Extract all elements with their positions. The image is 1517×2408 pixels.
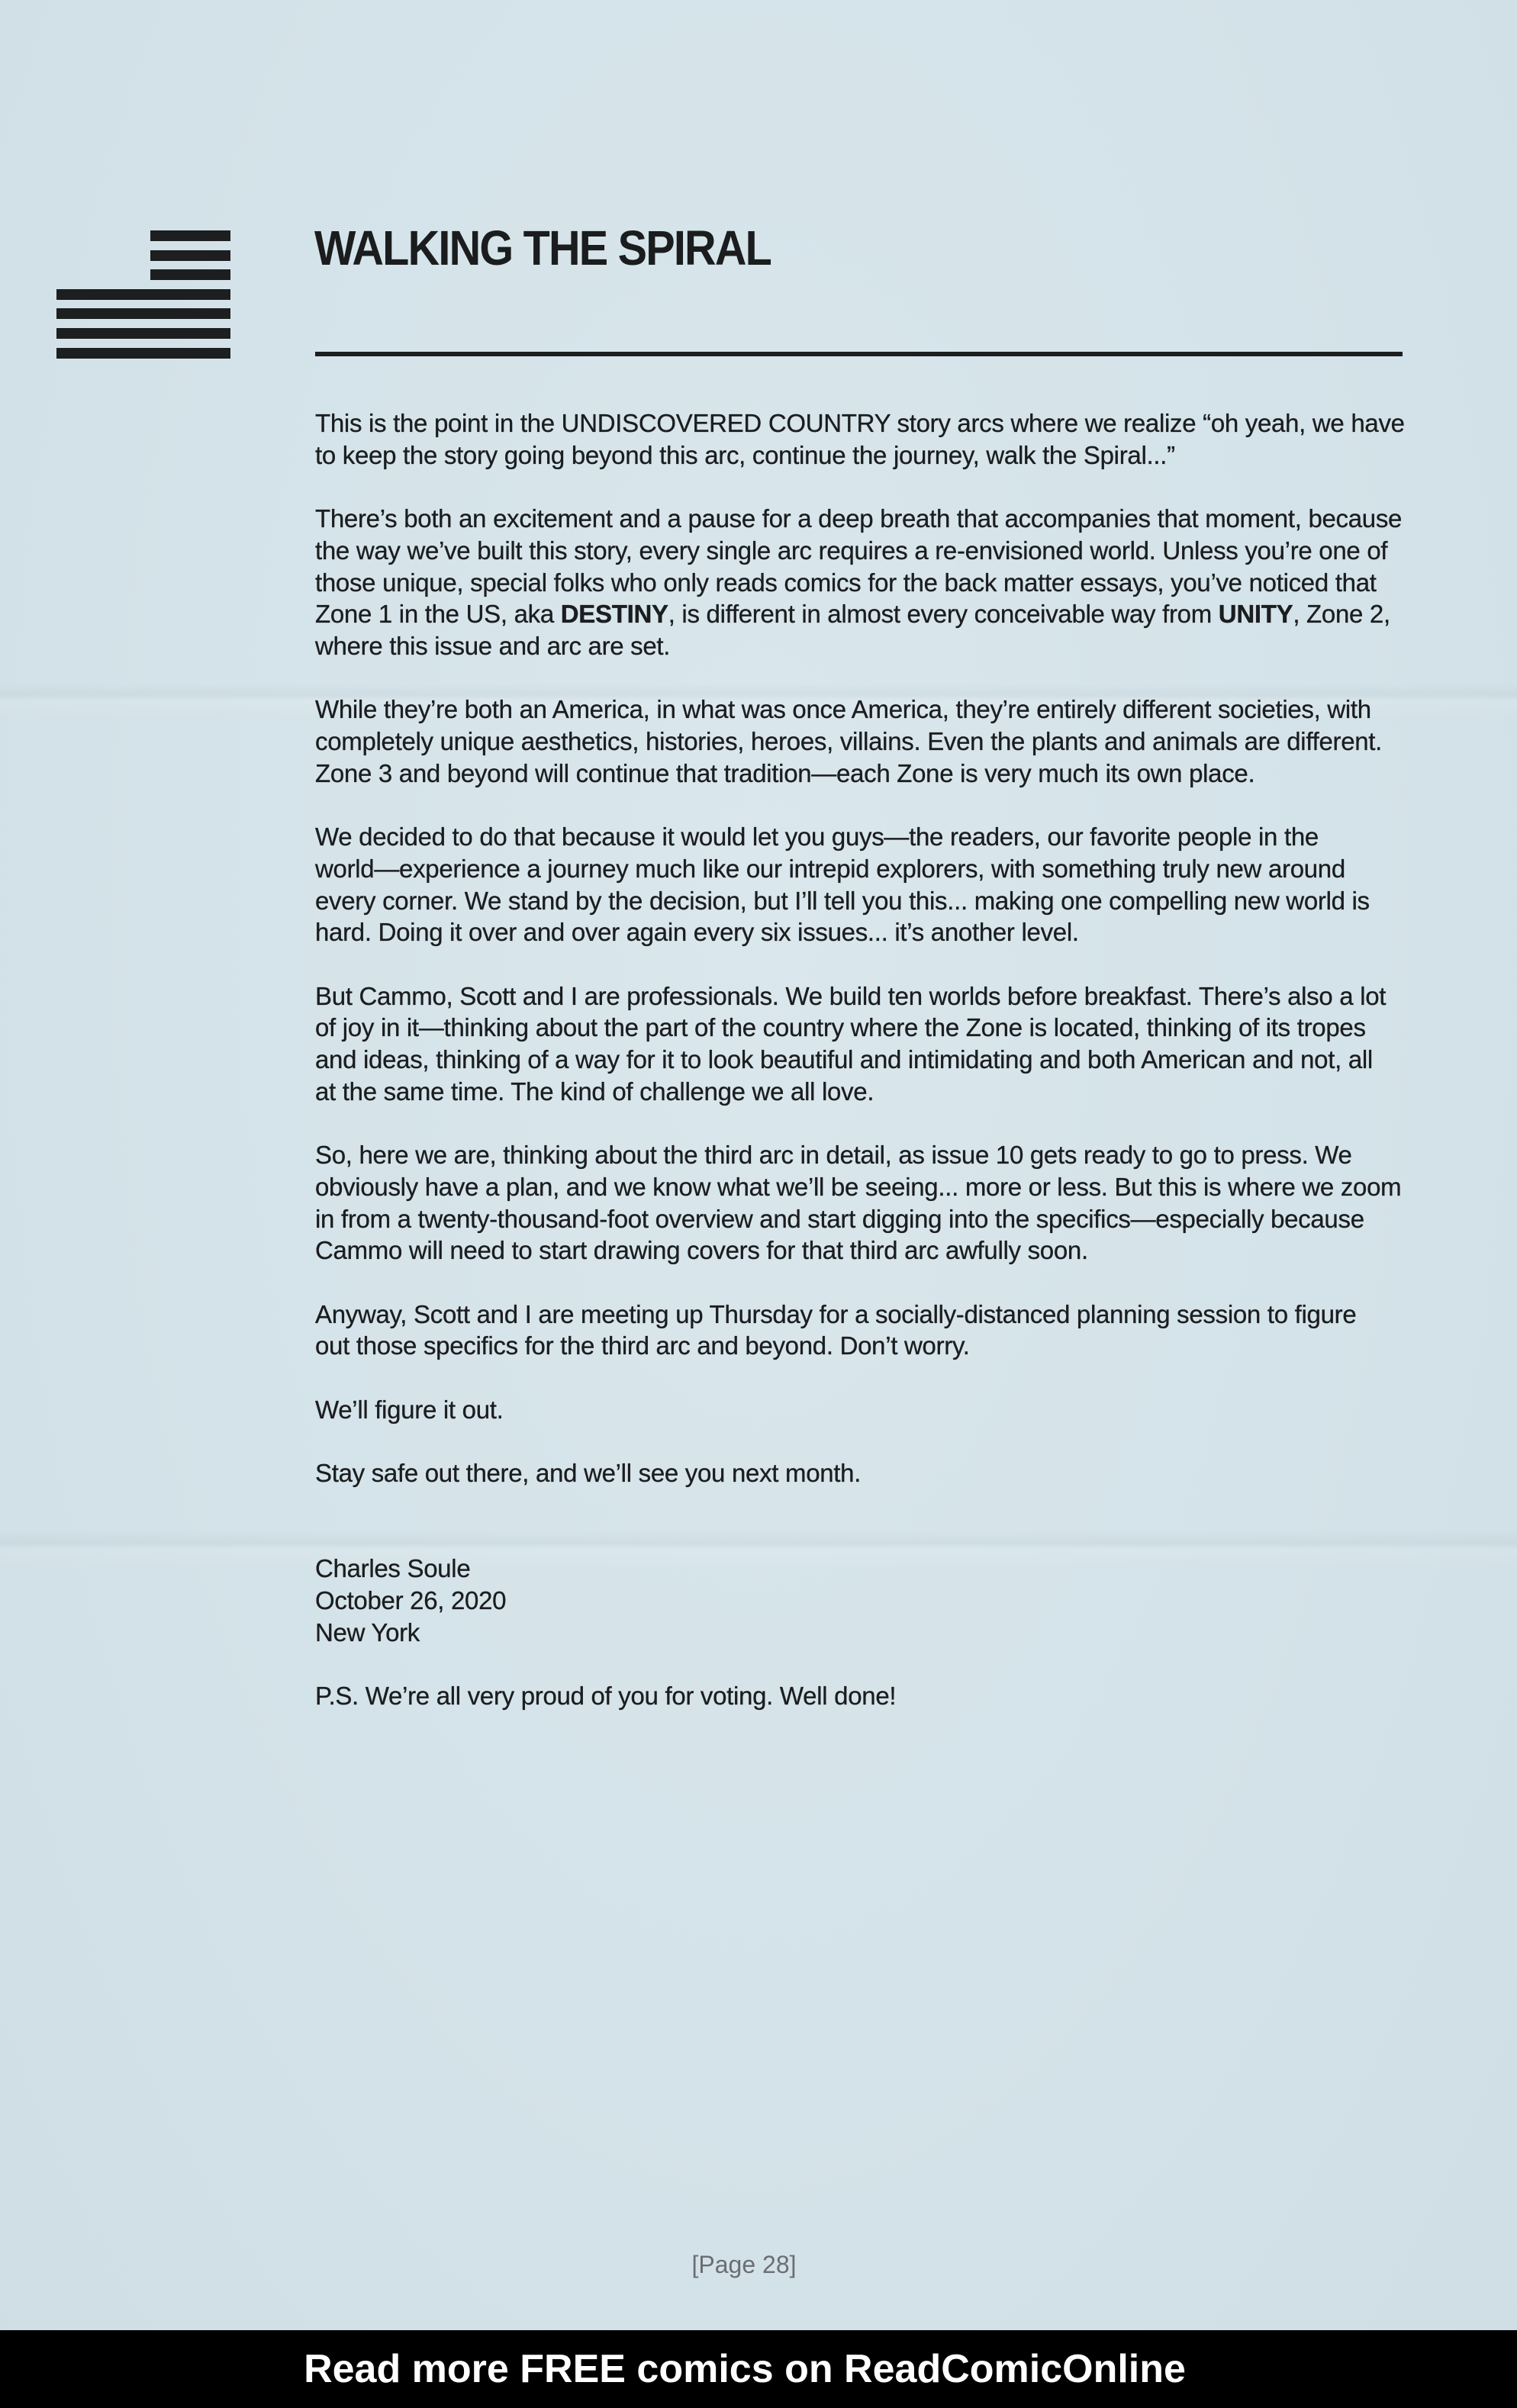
page-number: [Page 28] (691, 2251, 797, 2278)
title-divider (315, 352, 1403, 356)
postscript (315, 1680, 1460, 1712)
text-line: in from a twenty-thousand-foot overview and start digging into the specifics—especially because (315, 1204, 1364, 1233)
flag-stripe (150, 230, 230, 241)
text-line: Anyway, Scott and I are meeting up Thursday for a socially-distanced planning session to figure (315, 1299, 1357, 1328)
text-line: completely unique aesthetics, histories, heroes, villains. Even the plants and animals are different. (315, 727, 1383, 755)
text-line: We’ll figure it out. (315, 1395, 504, 1424)
essay-paragraph (315, 1457, 1460, 1489)
text-line: to keep the story going beyond this arc, continue the journey, walk the Spiral...” (315, 440, 1175, 469)
text-line: So, here we are, thinking about the third arc in detail, as issue 10 gets ready to go to press. We (315, 1141, 1352, 1170)
text-line: world—experience a journey much like our intrepid explorers, with something truly new around (315, 854, 1345, 883)
text-line: hard. Doing it over and over again every six issues... it’s another level. (315, 918, 1079, 947)
text-line: at the same time. The kind of challenge we all love. (315, 1077, 874, 1106)
essay-body (315, 407, 1460, 1743)
text-line: Stay safe out there, and we’ll see you next month. (315, 1459, 862, 1488)
text-line: While they’re both an America, in what was once America, they’re entirely different societies, with (315, 695, 1371, 724)
essay-paragraph (315, 821, 1460, 948)
flag-stripe (56, 308, 230, 319)
flag-stripe (56, 289, 230, 300)
text-line: There’s both an excitement and a pause for a deep breath that accompanies that moment, because (315, 504, 1403, 533)
text-line: We decided to do that because it would let you guys—the readers, our favorite people in the (315, 823, 1319, 851)
text-line: P.S. We’re all very proud of you for voting. Well done! (315, 1681, 897, 1710)
signature-block (315, 1553, 1460, 1648)
signature-date: October 26, 2020 (315, 1585, 507, 1614)
text-line: and ideas, thinking of a way for it to look beautiful and intimidating and both American and not, all (315, 1045, 1373, 1074)
page-title: WALKING THE SPIRAL (314, 221, 771, 275)
essay-paragraph (315, 1139, 1460, 1267)
text-line: every corner. We stand by the decision, but I’ll tell you this... making one compelling new world is (315, 886, 1370, 915)
flag-stripe (150, 269, 230, 280)
author-name: Charles Soule (315, 1554, 471, 1583)
signature-location: New York (315, 1618, 420, 1647)
text-line: out those specifics for the third arc and beyond. Don’t worry. (315, 1331, 970, 1360)
emphasis-destiny: DESTINY (560, 600, 668, 629)
flag-stripe (56, 348, 230, 359)
text-line: This is the point in the UNDISCOVERED COUNTRY story arcs where we realize “oh yeah, we have (315, 409, 1405, 437)
essay-paragraph (315, 503, 1460, 662)
promo-banner (0, 2330, 1517, 2408)
flag-stripe (150, 250, 230, 261)
flag-stripe (56, 328, 230, 339)
promo-banner-text: Read more FREE comics on ReadComicOnline (304, 2347, 1186, 2391)
striped-flag-icon (56, 230, 230, 359)
essay-paragraph (315, 407, 1460, 471)
text-segment: Zone 1 in the US, aka (315, 600, 561, 629)
essay-paragraph (315, 980, 1460, 1108)
text-line: Zone 3 and beyond will continue that tradition—each Zone is very much its own place. (315, 758, 1255, 787)
text-line: those unique, special folks who only reads comics for the back matter essays, you’ve noticed that (315, 568, 1377, 597)
text-line: Cammo will need to start drawing covers for that third arc awfully soon. (315, 1236, 1088, 1265)
text-line: of joy in it—thinking about the part of the country where the Zone is located, thinking of its tropes (315, 1013, 1366, 1042)
text-line: obviously have a plan, and we know what we’ll be seeing... more or less. But this is where we zoom (315, 1172, 1402, 1201)
text-line: where this issue and arc are set. (315, 631, 671, 660)
essay-paragraph (315, 1394, 1460, 1426)
text-line: But Cammo, Scott and I are professionals. We build ten worlds before breakfast. There’s also a lot (315, 981, 1387, 1010)
emphasis-unity: UNITY (1218, 600, 1293, 629)
text-segment: , Zone 2, (1293, 600, 1390, 629)
text-line: the way we’ve built this story, every single arc requires a re-envisioned world. Unless you’re one of (315, 536, 1388, 565)
essay-paragraph (315, 1299, 1460, 1362)
essay-paragraph (315, 694, 1460, 789)
text-line (315, 598, 1460, 630)
text-segment: , is different in almost every conceivable way from (668, 600, 1219, 629)
